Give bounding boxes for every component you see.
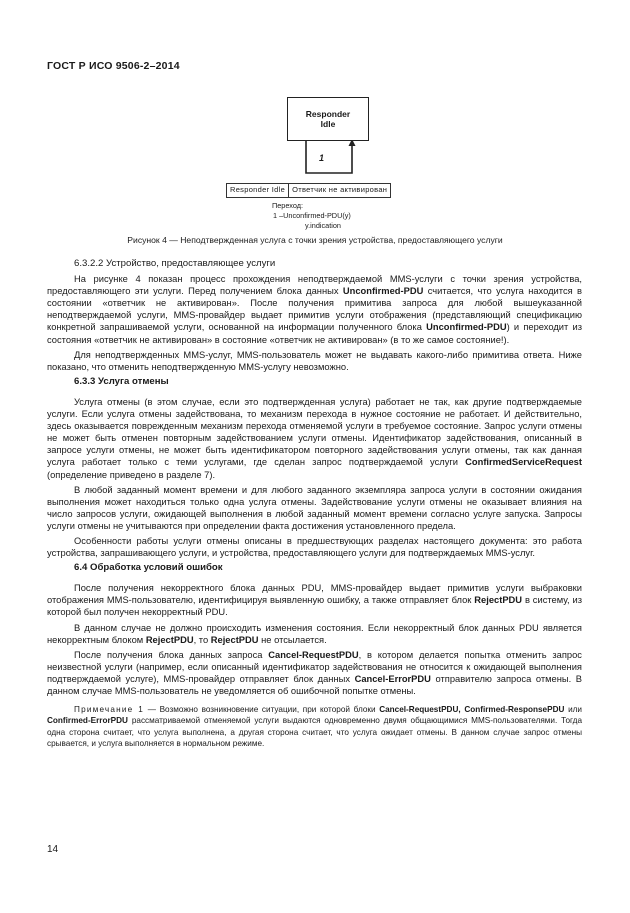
paragraph-4: В любой заданный момент времени и для любого заданного экземпляра запроса услуги в состоянии ожидания выполнения может находиться только одна услуга отмены. Задействование услуги отмены не оказывает влияния на число запросов услуги, ожидающей выполнения в любой заданный момент времени согласно услуге запуска. Запросы услуги отмены не учитываются при определении факта достижения установленного предела. (47, 484, 582, 531)
page-number: 14 (47, 844, 59, 855)
paragraph-1: На рисунке 4 показан процесс прохождения неподтверждаемой MMS-услуги с точки зрения устройства, предоставляющего эти услуги. Перед получением блока данных Unconfirmed-PDU считается, что услуга находится в состоянии «ответчик не активирован». После получения примитива запроса для любой вышеуказанной неподтверждаемой услуги, MMS-провайдер выдает примитив услуги отображения (представляющий спецификацию конкретной запрашиваемой услуги, основанной на информации полученного блока Unconfirmed-PDU) и переходит из состояния «ответчик не активирован» в состояние «ответчик не активирован» (в то же самое состояние!). (47, 274, 583, 345)
section-heading-6322: 6.3.2.2 Устройство, предоставляющее услуги (74, 258, 276, 269)
document-header: ГОСТ Р ИСО 9506-2–2014 (47, 60, 180, 72)
paragraph-3: Услуга отмены (в этом случае, если это подтвержденная услуга) работает не так, как другие подтверждаемые услуги. Если услуга отмены задействована, то механизм перехода в нужное состояние не работает. И действительно, здесь оказывается поврежденным механизм перехода отменяемой услуги в требуемое состояние. Запрос услуги отмены не может быть отменен повторным задействованием услуги отмены. Идентификатор задействования, описанный в запросе услуги отмены, не может быть идентификатором повторного задействования услуги отмены, так как данная услуга работает только с теми услугами, где сделан запрос подтверждаемой услуги ConfirmedServiceRequest (определение приведено в разделе 7). (47, 396, 582, 480)
note-1: Примечание 1 — Возможно возникновение ситуации, при которой блоки Cancel-RequestPDU, Confirmed-ResponsePDU или Confirmed-ErrorPDU рассматриваемой отменяемой услуги выдаются одновременно двумя общающимися MMS-пользователями. Тогда одна сторона считает, что услуга выполнена, а другая сторона считает, что услуга ожидает отмены. В данном случае запрос отмены срывается, и услуга выполняется в нормальном режиме. (47, 705, 583, 748)
transition-1-indication: y.indication (305, 221, 341, 230)
section-heading-64: 6.4 Обработка условий ошибок (74, 562, 223, 574)
state-label-line1: Responder (305, 109, 351, 119)
figure-4 (0, 0, 630, 250)
paragraph-7: В данном случае не должно происходить изменения состояния. Если некорректный блок данных PDU является некорректным блоком RejectPDU, то RejectPDU не отсылается. (47, 622, 582, 645)
legend-code: Responder Idle (230, 185, 286, 194)
note-label: Примечание 1 (74, 705, 145, 715)
state-label-line2: Idle (320, 119, 336, 129)
state-legend (226, 183, 391, 198)
transition-number: 1 (319, 153, 325, 163)
transition-1: 1 –Unconfirmed-PDU(y) (273, 211, 351, 220)
paragraph-5: Особенности работы услуги отмены описаны в предшествующих разделах настоящего документа: это работа устройства, запрашивающего услуги, и устройства, предоставляющего услуги для подтверждаемых MMS-услуг. (47, 535, 582, 559)
state-responder-idle (287, 97, 369, 141)
paragraph-8: После получения блока данных запроса Cancel-RequestPDU, в котором делается попытка отменить запрос неизвестной услуги (например, если описанный идентификатор задействования не относится к ожидающей выполнения подтверждаемой услуге), MMS-провайдер отправляет блок данных Cancel-ErrorPDU отправителю запроса отмены. В данном случае MMS-пользователь не уведомляется об ошибочной попытке отмены. (47, 649, 582, 696)
transition-label: Переход: (272, 201, 304, 210)
legend-description: Ответчик не активирован (288, 184, 390, 197)
transition-legend (272, 201, 351, 231)
paragraph-6: После получения некорректного блока данных PDU, MMS-провайдер выдает примитив услуги выбраковки отображения MMS-пользователю, идентифицируя выявленную ошибку, а также отправляет блок RejectPDU в систему, из которой был получен некорректный PDU. (47, 583, 582, 618)
paragraph-2: Для неподтвержденных MMS-услуг, MMS-пользователь может не выдавать какого-либо примитива ответа. Ниже показано, что отменить неподтвержденную MMS-услугу невозможно. (47, 349, 582, 372)
transition-loop-line (306, 141, 352, 173)
figure-caption: Рисунок 4 — Неподтвержденная услуга с точки зрения устройства, предоставляющего услуги (127, 235, 503, 245)
body-text (47, 258, 582, 749)
section-heading-633: 6.3.3 Услуга отмены (74, 375, 169, 387)
